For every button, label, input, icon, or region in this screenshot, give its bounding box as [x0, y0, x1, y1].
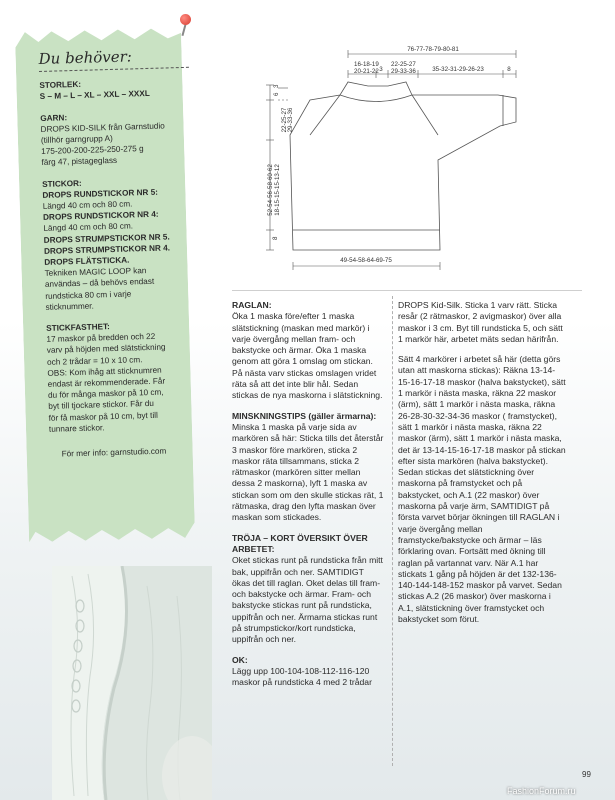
needles-label: STICKOR: [42, 178, 82, 189]
label-sleeve-top-b: 29-33-36 [391, 68, 416, 75]
sweater-schematic [258, 40, 588, 280]
needles-line: DROPS STRUMPSTICKOR NR 5. [43, 232, 170, 245]
watermark-text: FashionForum.ru [507, 786, 576, 796]
needles-line: Längd 40 cm och 80 cm. [43, 221, 134, 234]
sweater-photo [52, 566, 212, 800]
label-body-width: 49-54-58-64-69-75 [340, 257, 392, 264]
materials-title: Du behöver: [38, 47, 133, 68]
needles-line: Tekniken MAGIC LOOP kan [44, 266, 147, 279]
gauge-line: du för många maskor på 10 cm, [47, 387, 164, 401]
pushpin-icon [180, 14, 191, 25]
materials-list [38, 32, 200, 460]
gauge-section [46, 319, 199, 435]
gauge-line: OBS: Kom ihåg att sticknumren [47, 365, 162, 378]
needles-line: användas – då behövs endast [44, 277, 155, 290]
yarn-label: GARN: [40, 112, 68, 123]
label-width-top: 76-77-78-79-80-81 [407, 46, 459, 53]
column-divider [392, 296, 393, 766]
needles-line: rundsticka 80 cm i varje [45, 289, 132, 301]
needles-line: sticknummer. [45, 301, 94, 312]
label-body-total: 52-54-56-58-60-62 [267, 164, 274, 216]
decrease-tips-heading: MINSKNINGSTIPS (gäller ärmarna): [232, 410, 377, 421]
cast-on-paragraph: DROPS Kid-Silk. Sticka 1 varv rätt. Sticka resår (2 rätmaskor, 2 avigmaskor) över alla maskor i 3 cm. Byt till rundsticka 5, och sätt 1 markör här, arbetet mäts sedan härifrån. [398, 300, 563, 344]
size-label: STORLEK: [39, 80, 82, 91]
decrease-tips-paragraph: Minska 1 maska på varje sida av markören så här: Sticka tills det återstår 3 maskor före markören, sticka 2 maskor räta tillsammans, sticka 2 rätmaskor (markören sitter mellan dessa 2 maskorna), lyft 1 maska av stickan som om den skulle stickas rät, 1 rätmaska, drag den lyfta maskan över maskan som stickades. [232, 421, 384, 523]
page-number: 99 [582, 770, 591, 779]
needles-section [42, 174, 196, 313]
title-divider [39, 67, 189, 72]
needles-line: DROPS RUNDSTICKOR NR 4: [42, 209, 159, 223]
label-sleeve-length: 35-32-31-29-26-23 [432, 66, 484, 73]
label-rib: 8 [272, 236, 279, 240]
label-shoulder: 3 [379, 66, 383, 73]
label-neck-b: 20-21-22 [354, 68, 379, 75]
size-section [39, 76, 190, 103]
label-raglan-a: 22-25-27 [281, 107, 288, 133]
body-outline [290, 82, 516, 250]
raglan-paragraph: Öka 1 maska före/efter 1 maska slätstickning (maskan med markör) i varje övergång mellan fram- och bakstycke och ärmar. Öka 1 maska genom att göra 1 omslag om stickan. På nästa varv stickas omslagen vridet räta så att det inte blir hål. Sedan stickas de nya maskorna i slätstickning. [232, 311, 383, 401]
yoke-heading: OK: [232, 654, 248, 665]
gauge-line: och 2 trådar = 10 x 10 cm. [46, 354, 143, 367]
yoke-paragraph: Lägg upp 100-104-108-112-116-120 maskor på rundsticka 4 med 2 trådar [232, 665, 372, 688]
gauge-line: 17 maskor på bredden och 22 [46, 332, 156, 345]
label-neck-h1: 6 [273, 92, 280, 96]
label-neck-a: 16-18-19 [354, 61, 379, 68]
raglan-heading: RAGLAN: [232, 300, 272, 310]
section-divider [232, 290, 582, 291]
yarn-line: (tillhör garngrupp A) [40, 133, 113, 145]
yarn-section [40, 108, 192, 168]
yarn-line: 175-200-200-225-250-275 g [41, 144, 144, 157]
gauge-label: STICKFASTHET: [46, 322, 110, 333]
gauge-line: för få maskor på 10 cm, byt till [48, 410, 158, 423]
label-neck-h2: 3 [273, 84, 280, 88]
gauge-line: varv på höjden med slätstickning [46, 343, 166, 356]
gauge-line: byt till tjockare stickor. Får du [48, 399, 155, 412]
needles-line: Längd 40 cm och 80 cm. [42, 199, 133, 211]
needles-line: DROPS FLÄTSTICKA. [44, 255, 130, 267]
needles-line: DROPS RUNDSTICKOR NR 5: [42, 187, 159, 200]
yarn-line: DROPS KID-SILK från Garnstudio [40, 121, 165, 134]
neckline [340, 95, 412, 102]
overview-paragraph: Oket stickas runt på rundsticka från mitt bak, uppifrån och ner. SAMTIDIGT ökas det till raglan. Oket delas till fram- och bakstycke och ärmar. Fram- och bakstycke stickas runt på rundsticka, uppifrån och ner. Ärmarna stickas runt på strumpstickor/kort rundsticka, uppifrån och ner. [232, 555, 383, 645]
label-cuff: 8 [507, 66, 511, 73]
more-info-text: För mer info: garnstudio.com [61, 446, 167, 459]
markers-paragraph: Sätt 4 markörer i arbetet så här (detta görs utan att maskorna stickas): Räkna 13-14-15-16-17-18 maskor (halva bakstycket), sätt 1 markör i nästa maska, räkna 22 maskor (ärm), sätt 1 markör i nästa maska, räkna 26-28-30-32-34-36 maskor ( framstycket), sätt 1 markör i nästa maska, räkna 22 maskor (ärm), sätt 1 markör i nästa maska, det är 13-14-15-16-17-18 maskor på stickan efter sista markören (halva bakstycket). Sedan stickas det slätstickning över maskorna på framstycket och på bakstycket, och A.1 (22 maskor) över maskorna på varje ärm, SAMTIDIGT på första varvet börjar ökningen till RAGLAN i varje övergång mellan framstycke/bakstycke och ärmar – läs förklaring ovan. Fortsätt med ökning till raglan på vartannat varv. När A.1 har stickats 1 gång på höjden är det 132-136-140-144-148-152 maskor på varvet. Sedan stickas A.2 (26 maskor) över maskorna i A.1, slätstickning över framstycket och bakstycket som förut. [398, 354, 566, 625]
gauge-line: endast är rekommenderade. Får [47, 376, 166, 389]
instructions-right-column [398, 300, 566, 634]
label-sleeve-top-a: 22-25-27 [391, 61, 416, 68]
site-watermark [507, 786, 576, 796]
overview-heading: TRÖJA – KORT ÖVERSIKT ÖVER ARBETET: [232, 532, 368, 554]
instructions-left-column [232, 300, 384, 698]
yarn-line: färg 47, pistageglass [41, 156, 118, 168]
gauge-line: tunnare stickor. [48, 423, 105, 434]
label-raglan-b: 29-33-36 [287, 107, 294, 133]
label-body-length: 18-15-15-15-13-12 [274, 164, 281, 216]
sweater-illustration [52, 566, 212, 800]
size-values: S – M – L – XL – XXL – XXXL [39, 89, 150, 102]
needles-line: DROPS STRUMPSTICKOR NR 4. [43, 243, 171, 256]
